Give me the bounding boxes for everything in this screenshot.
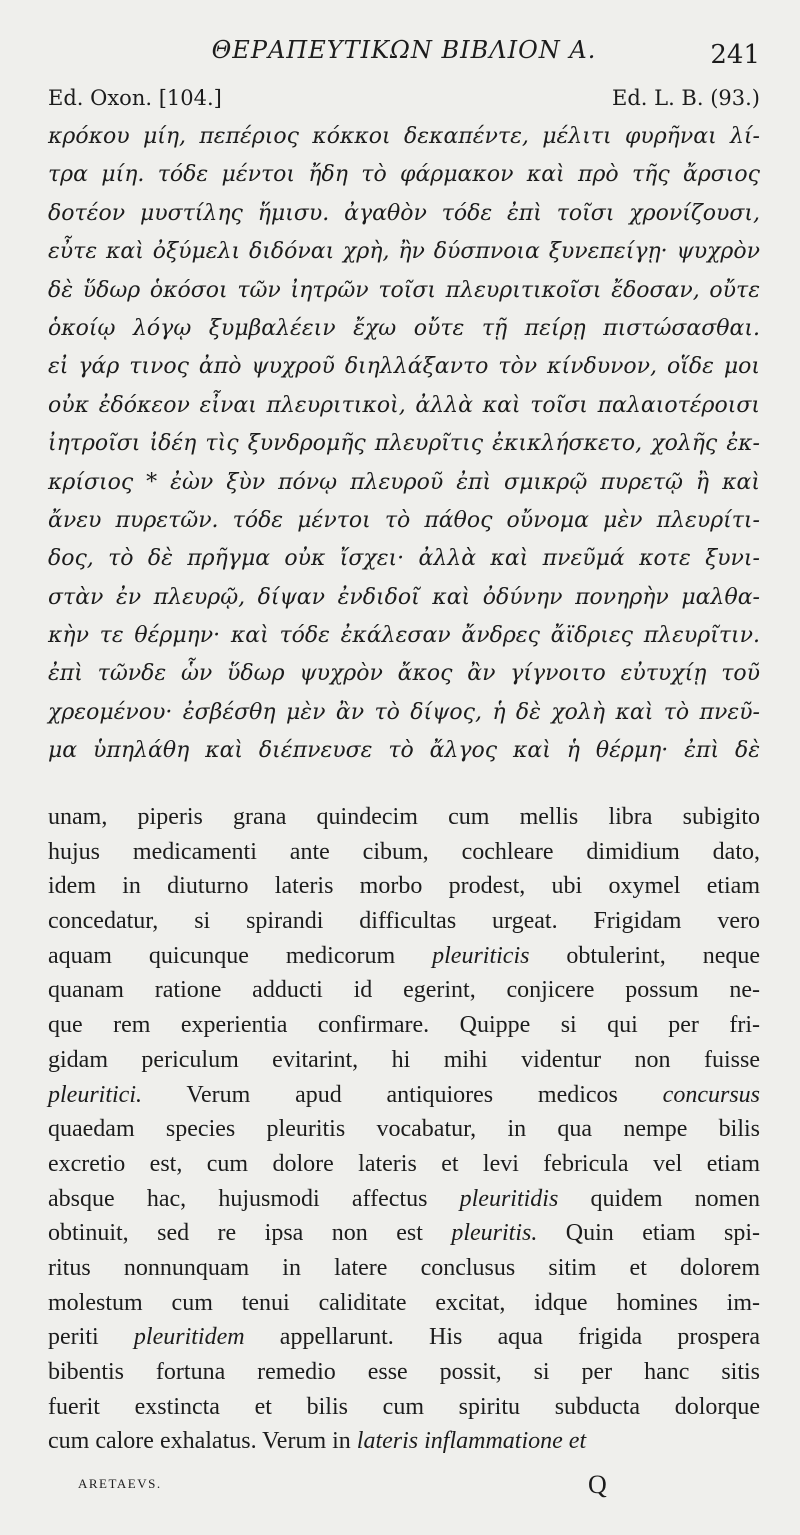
latin-line: idem in diuturno lateris morbo prodest, ubi oxymel etiam (48, 873, 760, 900)
text-run: Verum apud antiquiores medicos (141, 1081, 663, 1108)
edition-lb: Ed. L. B. (93.) (612, 86, 760, 110)
signature-line: ARETAEVS. (78, 1476, 162, 1491)
italic-term: pleuritis. (451, 1220, 538, 1247)
greek-line: μα ὑπηλάθη καὶ διέπνευσε τὸ ἄλγος καὶ ἡ θέρμη· ἐπὶ δὲ (48, 738, 760, 764)
latin-translation (48, 800, 760, 1459)
signature-mark: Q (588, 1470, 607, 1499)
latin-line: bibentis fortuna remedio esse possit, si per hanc sitis (48, 1359, 760, 1385)
latin-line: fuerit exstincta et bilis cum spiritu subducta dolorque (48, 1393, 760, 1420)
text-run: aquam quicunque medicorum (48, 942, 433, 969)
greek-line: ὁκοίῳ λόγῳ ξυμβαλέειν ἔχω οὔτε τῇ πείρῃ πιστώσασθαι. (48, 315, 760, 341)
latin-line (48, 1182, 760, 1217)
text-run: periti (48, 1324, 134, 1351)
latin-line (48, 1424, 760, 1459)
greek-line: χρεομένου· ἐσβέσθη μὲν ἂν τὸ δίψος, ἡ δὲ χολὴ καὶ τὸ πνεῦ- (48, 699, 760, 725)
latin-line: que rem experientia confirmare. Quippe si qui per fri- (48, 1012, 760, 1039)
latin-line: excretio est, cum dolore lateris et levi febricula vel etiam (48, 1150, 760, 1177)
page-header (48, 36, 760, 76)
greek-line: ἰητροῖσι ἰδέη τὶς ξυνδρομῆς πλευρῖτις ἐκικλήσκετο, χολῆς ἐκ- (48, 431, 760, 457)
edition-references (48, 86, 760, 116)
latin-line (48, 939, 760, 974)
text-run: appellarunt. His aqua frigida prospera (244, 1324, 760, 1351)
greek-line: ἐπὶ τῶνδε ὧν ὕδωρ ψυχρὸν ἄκος ἂν γίγνοιτο εὐτυχίῃ τοῦ (48, 661, 760, 687)
greek-line: δοτέον μυστίλης ἥμισυ. ἀγαθὸν τόδε ἐπὶ τοῖσι χρονίζουσι, (48, 200, 760, 226)
latin-line (48, 1216, 760, 1251)
greek-line: κρόκου μίη, πεπέριος κόκκοι δεκαπέντε, μέλιτι φυρῆναι λί- (48, 124, 760, 149)
italic-term: pleuritidem (133, 1324, 245, 1351)
latin-line: gidam periculum evitarint, hi mihi videntur non fuisse (48, 1046, 760, 1073)
italic-term: pleuritidis (459, 1185, 559, 1212)
latin-line: molestum cum tenui caliditate excitat, idque homines im- (48, 1289, 760, 1316)
latin-line: concedatur, si spirandi difficultas urgeat. Frigidam vero (48, 908, 760, 935)
text-run: absque hac, hujusmodi affectus (48, 1185, 460, 1212)
greek-line: οὐκ ἐδόκεον εἶναι πλευριτικοὶ, ἀλλὰ καὶ τοῖσι παλαιοτέροισι (48, 392, 760, 418)
text-run: obtinuit, sed re ipsa non est (48, 1220, 452, 1247)
latin-line (48, 1320, 760, 1355)
greek-line: εὖτε καὶ ὀξύμελι διδόναι χρὴ, ἢν δύσπνοια ξυνεπείγῃ· ψυχρὸν (48, 239, 760, 265)
latin-line: unam, piperis grana quindecim cum mellis libra subigito (48, 804, 760, 830)
greek-line: στὰν ἐν πλευρῷ, δίψαν ἐνδιδοῖ καὶ ὀδύνην πονηρὴν μαλθα- (48, 584, 760, 610)
italic-term: lateris inflammatione et (356, 1428, 587, 1455)
greek-line: δὲ ὕδωρ ὁκόσοι τῶν ἰητρῶν τοῖσι πλευριτικοῖσι ἔδοσαν, οὔτε (48, 277, 760, 303)
greek-line: δος, τὸ δὲ πρῆγμα οὐκ ἴσχει· ἀλλὰ καὶ πνεῦμά κοτε ξυνι- (48, 546, 760, 572)
italic-term: pleuritici. (48, 1081, 142, 1108)
greek-line: εἰ γάρ τινος ἀπὸ ψυχροῦ διηλλάξαντο τὸν κίνδυνον, οἵδε μοι (48, 354, 760, 380)
text-run: obtulerint, neque (529, 942, 760, 969)
latin-line: quanam ratione adducti id egerint, conjicere possum ne- (48, 977, 760, 1004)
greek-line: κρίσιος * ἐὼν ξὺν πόνῳ πλευροῦ ἐπὶ σμικρῷ πυρετῷ ἢ καὶ (48, 469, 760, 495)
italic-term: pleuriticis (432, 942, 530, 969)
latin-line: quaedam species pleuritis vocabatur, in qua nempe bilis (48, 1116, 760, 1143)
latin-line: ritus nonnunquam in latere conclusus sitim et dolorem (48, 1254, 760, 1281)
text-run: Quin etiam spi- (537, 1220, 760, 1247)
page-number: 241 (710, 40, 760, 70)
latin-line: hujus medicamenti ante cibum, cochleare dimidium dato, (48, 838, 760, 865)
latin-line (48, 1078, 760, 1113)
text-run: cum calore exhalatus. Verum in (48, 1428, 357, 1455)
edition-oxon: Ed. Oxon. [104.] (48, 86, 222, 110)
italic-term: concursus (662, 1081, 760, 1108)
greek-line: ἄνευ πυρετῶν. τόδε μέντοι τὸ πάθος οὔνομα μὲν πλευρίτι- (48, 507, 760, 533)
running-title: ΘΕΡΑΠΕΥΤΙΚΩΝ ΒΙΒΛΙΟΝ Α. (211, 36, 597, 64)
greek-text (48, 118, 760, 771)
greek-line: κὴν τε θέρμην· καὶ τόδε ἐκάλεσαν ἄνδρες ἄϊδριες πλευρῖτιν. (48, 623, 760, 649)
text-run: quidem nomen (558, 1185, 761, 1212)
page-footer (78, 1470, 760, 1510)
greek-line: τρα μίη. τόδε μέντοι ἤδη τὸ φάρμακον καὶ πρὸ τῆς ἄρσιος (48, 162, 760, 188)
